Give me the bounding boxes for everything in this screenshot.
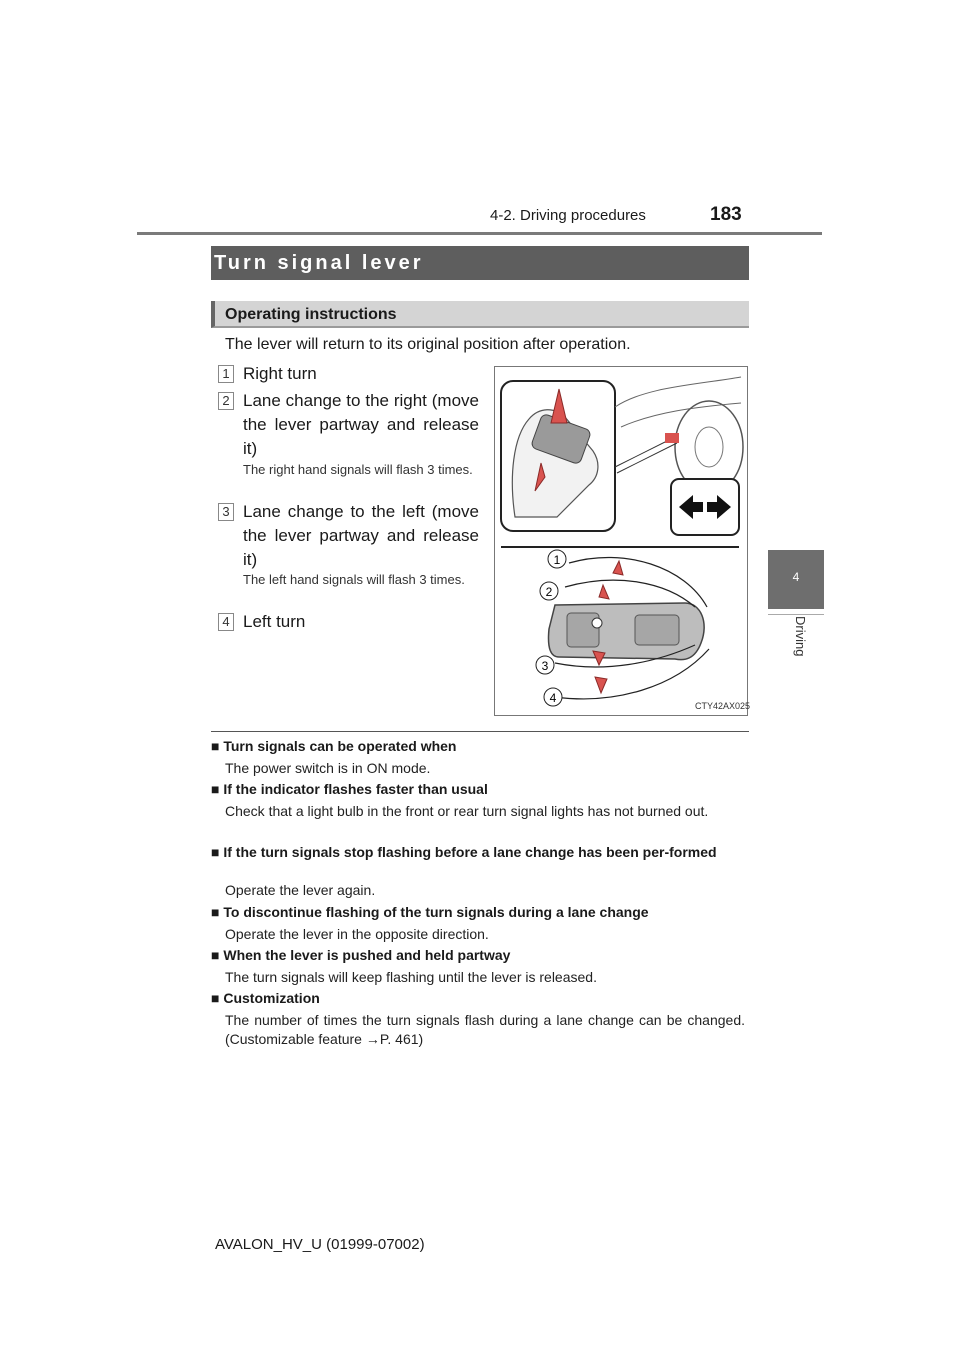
step-number-1: 1 — [218, 365, 234, 383]
note-heading: ■ Customization — [211, 990, 320, 1006]
subheading: Operating instructions — [225, 306, 397, 323]
section-header: 4-2. Driving procedures — [490, 207, 646, 224]
note-body: Check that a light bulb in the front or rear turn signal lights has not burned out. — [225, 803, 709, 819]
note-heading-text: If the indicator flashes faster than usual — [223, 781, 488, 797]
chapter-label: Driving — [793, 616, 808, 657]
note-heading-text: Customization — [223, 990, 320, 1006]
note-heading-text: If the turn signals stop flashing before a lane change has been per-formed — [223, 844, 717, 860]
turn-signal-figure — [494, 366, 751, 716]
page-title: Turn signal lever — [214, 252, 424, 274]
note-heading: ■ Turn signals can be operated when — [211, 738, 457, 754]
notes-divider — [211, 731, 749, 732]
callout-4: 4 — [549, 691, 557, 705]
step-text-2: Lane change to the right (move the lever partway and release it) — [243, 391, 479, 458]
step-text-1: Right turn — [243, 364, 317, 383]
note-heading: ■ When the lever is pushed and held partway — [211, 947, 511, 963]
note-body: Operate the lever again. — [225, 882, 376, 898]
callout-2: 2 — [545, 585, 553, 599]
step-text-4: Left turn — [243, 612, 306, 631]
note-body: The turn signals will keep flashing until the lever is released. — [225, 969, 597, 985]
intro-text: The lever will return to its original position after operation. — [225, 336, 631, 353]
page-number: 183 — [710, 204, 742, 225]
step-note-2: The right hand signals will flash 3 times. — [243, 462, 473, 477]
callout-3: 3 — [541, 659, 549, 673]
step-number-3: 3 — [218, 503, 234, 521]
note-heading-text: Turn signals can be operated when — [223, 738, 457, 754]
chapter-tab-divider — [768, 614, 824, 615]
figure-code: CTY42AX025 — [695, 701, 751, 711]
note-heading: ■ To discontinue flashing of the turn signals during a lane change — [211, 904, 649, 920]
note-heading: ■ If the turn signals stop flashing before a lane change has been per-formed — [211, 844, 717, 860]
note-heading-text: When the lever is pushed and held partway — [223, 947, 511, 963]
callout-1: 1 — [553, 553, 561, 567]
header-rule — [137, 232, 822, 235]
step-text-3: Lane change to the left (move the lever partway and release it) — [243, 502, 479, 569]
step-number-2: 2 — [218, 392, 234, 410]
step-number-4: 4 — [218, 613, 234, 631]
chapter-number: 4 — [792, 570, 800, 584]
note-heading-text: To discontinue flashing of the turn signals during a lane change — [223, 904, 649, 920]
lever-illustration — [495, 367, 747, 715]
note-body: Operate the lever in the opposite direction. — [225, 926, 489, 942]
note-body: The number of times the turn signals flash during a lane change can be changed. (Customizable feature →P. 461) — [225, 1012, 745, 1047]
step-note-3: The left hand signals will flash 3 times. — [243, 572, 465, 587]
document-id: AVALON_HV_U (01999-07002) — [215, 1236, 425, 1253]
note-heading: ■ If the indicator flashes faster than usual — [211, 781, 488, 797]
note-body: The power switch is in ON mode. — [225, 760, 431, 776]
